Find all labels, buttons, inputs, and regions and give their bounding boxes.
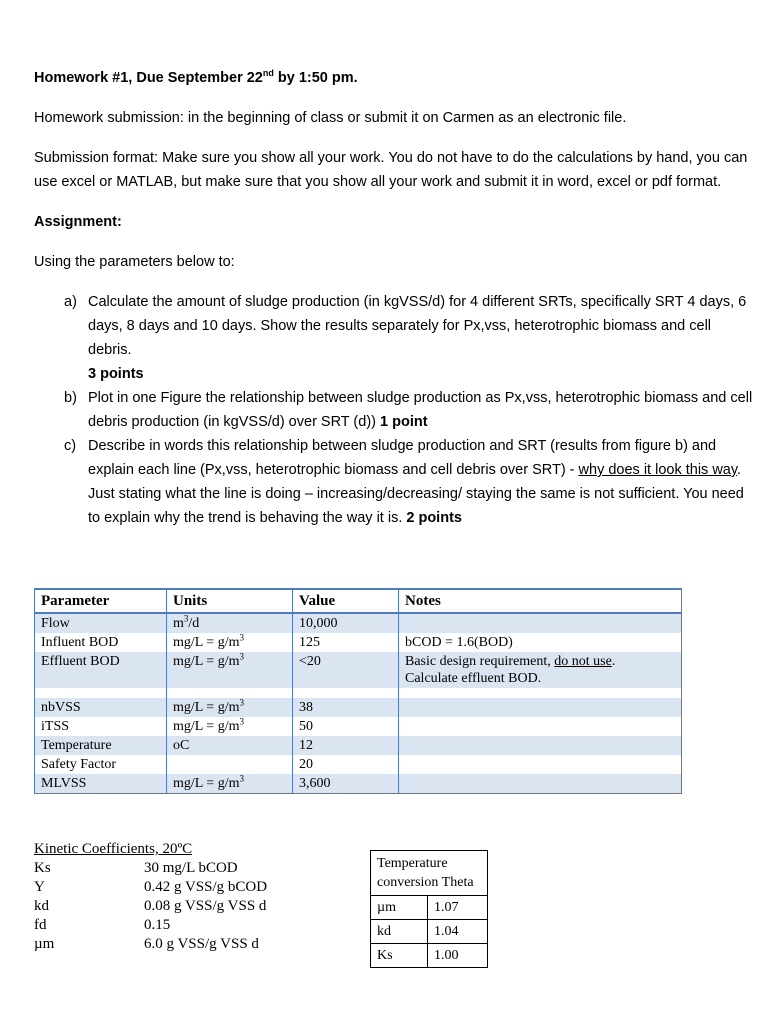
list-item: kd 0.08 g VSS/g VSS d <box>34 898 267 914</box>
list-item-b: b) Plot in one Figure the relationship between sludge production as Px,vss, heterotrophic biomass and cell debris production (in kgVSS/d) over SRT (d)) 1 point <box>64 390 753 430</box>
kinetic-coefficients <box>34 840 354 954</box>
table-row: Temperature oC 12 <box>35 736 682 755</box>
table-spacer-row <box>35 688 682 698</box>
table-row: Ks 1.00 <box>371 944 488 968</box>
list-item-c: c) Describe in words this relationship between sludge production and SRT (results from figure b) and explain each line (Px,vss, heterotrophic biomass and cell debris over SRT) - why does it look this way. Just stating what the line is doing – increasing/decreasing/ staying the same is not sufficient. You need to explain why the trend is behaving the way it is. 2 points <box>64 438 744 526</box>
parameter-table <box>34 588 682 794</box>
list-item: fd 0.15 <box>34 917 171 933</box>
list-item: Y 0.42 g VSS/g bCOD <box>34 879 268 895</box>
homework-document <box>34 60 754 530</box>
assignment-heading: Assignment: <box>34 214 122 230</box>
table-row: iTSS $mg/L = g/m^3$ 50 <box>35 717 682 736</box>
kinetic-heading: Kinetic Coefficients, 20ºC <box>34 841 193 857</box>
assignment-list <box>64 290 754 530</box>
table-row: Influent BOD $mg/L = g/m^3$ 125 bCOD = 1.6(BOD) <box>35 633 682 652</box>
intro-text: Using the parameters below to: <box>34 254 235 270</box>
list-item-a: a) Calculate the amount of sludge production (in kgVSS/d) for 4 different SRTs, specifically SRT 4 days, 6 days, 8 days and 10 days. Show the results separately for Px,vss, heterotrophic biomass and cell debris. 3 points <box>64 294 747 382</box>
list-item: µm 6.0 g VSS/g VSS d <box>34 936 259 952</box>
table-row: Flow $m^3/d$ 10,000 <box>35 613 682 633</box>
submission-text: Homework submission: in the beginning of class or submit it on Carmen as an electronic file. <box>34 110 627 126</box>
col-header-parameter: Parameter <box>35 589 167 613</box>
table-row: Effluent BOD $mg/L = g/m^3$ <20 Basic design requirement, do not use. Calculate effluent BOD. <box>35 652 682 688</box>
table-header-row <box>35 589 682 613</box>
table-row: Safety Factor 20 <box>35 755 682 774</box>
col-header-value: Value <box>293 589 399 613</box>
col-header-units: Units <box>167 589 293 613</box>
table-row: nbVSS $mg/L = g/m^3$ 38 <box>35 698 682 717</box>
table-row: µm 1.07 <box>371 896 488 920</box>
format-text: Submission format: Make sure you show all your work. You do not have to do the calculations by hand, you can use excel or MATLAB, but make sure that you show all your work and submit it in word, excel or pdf format. <box>34 150 748 190</box>
temperature-theta-table <box>370 850 488 968</box>
col-header-notes: Notes <box>399 589 682 613</box>
page-title: Homework #1, Due September 22nd by 1:50 pm. <box>34 68 358 86</box>
table-row: MLVSS $mg/L = g/m^3$ 3,600 <box>35 774 682 794</box>
list-item: Ks 30 mg/L bCOD <box>34 860 238 876</box>
theta-heading: Temperature conversion Theta <box>371 851 488 896</box>
table-row: kd 1.04 <box>371 920 488 944</box>
